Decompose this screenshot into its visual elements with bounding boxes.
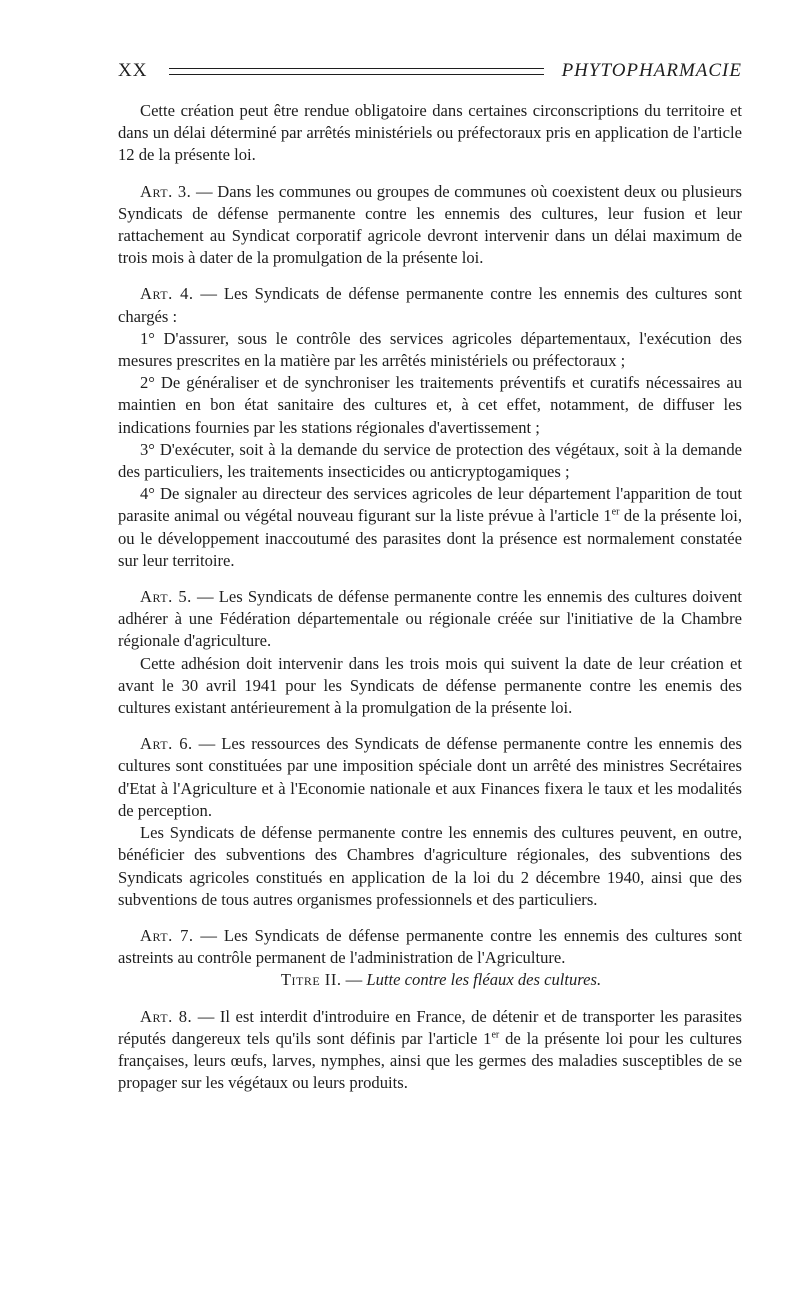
intro-paragraph: Cette création peut être rendue obligatoire dans certaines circonscriptions du territoire et dans un délai déterminé par arrêtés ministériels ou préfectoraux pris en application de l'article 12 de la présente loi. xyxy=(118,101,742,165)
header-rule xyxy=(169,68,543,75)
body-text xyxy=(118,100,742,1094)
article-7 xyxy=(118,925,742,969)
article-text: — Les ressources des Syndicats de défense permanente contre les ennemis des cultures sont constituées par une imposition spéciale dont un arrêté des ministres Secrétaires d'Etat à l'Agriculture et à l'Economie nationale et aux Finances fixera le taux et les modalités de perception. xyxy=(118,734,742,820)
superscript: er xyxy=(611,506,620,518)
running-title: PHYTOPHARMACIE xyxy=(561,60,742,81)
article-3 xyxy=(118,181,742,270)
article-text: de la présente loi pour les cultures françaises, leurs œufs, larves, nymphes, ainsi que les germes des maladies susceptibles de se propager sur les végétaux ou leurs produits. xyxy=(118,1028,742,1093)
title-text: Lutte contre les fléaux des cultures. xyxy=(366,970,602,990)
article-5 xyxy=(118,586,742,653)
document-page xyxy=(118,56,742,1094)
article-4-item-1: 1° D'assurer, sous le contrôle des services agricoles départementaux, l'exécution des mesures prescrites en la matière par les arrêtés ministériels ou préfectoraux ; xyxy=(118,328,742,371)
article-label: Art. 3. xyxy=(140,181,192,201)
title-label: Titre II. xyxy=(280,970,342,990)
article-4-item-4 xyxy=(118,483,742,572)
article-text: — Dans les communes ou groupes de communes où coexistent deux ou plusieurs Syndicats de défense permanente contre les ennemis des cultures, leur fusion et leur rattachement au Syndicat corporatif agricole devront intervenir dans un délai maximum de trois mois à dater de la promulgation de la présente loi. xyxy=(118,181,742,268)
article-text: — Les Syndicats de défense permanente contre les ennemis des cultures doivent adhérer à une Fédération départementale ou régionale créée sur l'initiative de la Chambre régionale d'agriculture. xyxy=(118,587,743,651)
article-text: — Les Syndicats de défense permanente contre les ennemis des cultures sont astreints au contrôle permanent de l'administration de l'Agriculture. xyxy=(118,925,743,968)
article-6 xyxy=(118,733,742,822)
article-4-item-3: 3° D'exécuter, soit à la demande du service de protection des végétaux, soit à la demande des particuliers, les traitements insecticides ou anticryptogamiques ; xyxy=(118,439,742,482)
section-title: Titre II. — Lutte contre les fléaux des cultures. xyxy=(280,970,602,990)
article-text: — Il est interdit d'introduire en France, de détenir et de transporter les parasites réputés dangereux tels qu'ils sont définis par l'article 1 xyxy=(118,1006,742,1048)
article-5-continued: Cette adhésion doit intervenir dans les trois mois qui suivent la date de leur création et avant le 30 avril 1941 pour les Syndicats de défense permanente contre les enemis des cultures existant antérieurement à la promulgation de la présente loi. xyxy=(118,653,742,718)
article-label: Art. 8. xyxy=(140,1006,193,1026)
item-text: de la présente loi, ou le développement inaccoutumé des parasites dont la présence est normalement constatée sur leur territoire. xyxy=(118,506,742,570)
article-label: Art. 4. xyxy=(140,284,194,304)
superscript: er xyxy=(491,1029,500,1041)
page-number: XX xyxy=(118,60,148,81)
article-6-continued: Les Syndicats de défense permanente contre les ennemis des cultures peuvent, en outre, bénéficier des subventions des Chambres d'agriculture régionales, des subventions des Syndicats agricoles constitués en application de la loi du 2 décembre 1940, ainsi que des subventions de tous autres organismes professionnels et des particuliers. xyxy=(118,823,742,909)
item-text: 4° De signaler au directeur des services agricoles de leur département l'apparition de tout parasite animal ou végétal nouveau figurant sur la liste prévue à l'article 1 xyxy=(118,484,742,526)
article-label: Art. 5. xyxy=(140,587,192,607)
article-8 xyxy=(118,1006,742,1095)
article-label: Art. 7. xyxy=(140,925,194,945)
article-text: — Les Syndicats de défense permanente contre les ennemis des cultures sont chargés : xyxy=(118,284,743,326)
article-label: Art. 6. xyxy=(140,734,193,754)
page-header xyxy=(118,56,742,86)
article-4 xyxy=(118,283,742,327)
article-4-item-2: 2° De généraliser et de synchroniser les traitements préventifs et curatifs nécessaires au maintien en bon état sanitaire des cultures et, à cet effet, notamment, de diffuser les indications fournies par les stations régionales d'avertissement ; xyxy=(118,373,742,437)
